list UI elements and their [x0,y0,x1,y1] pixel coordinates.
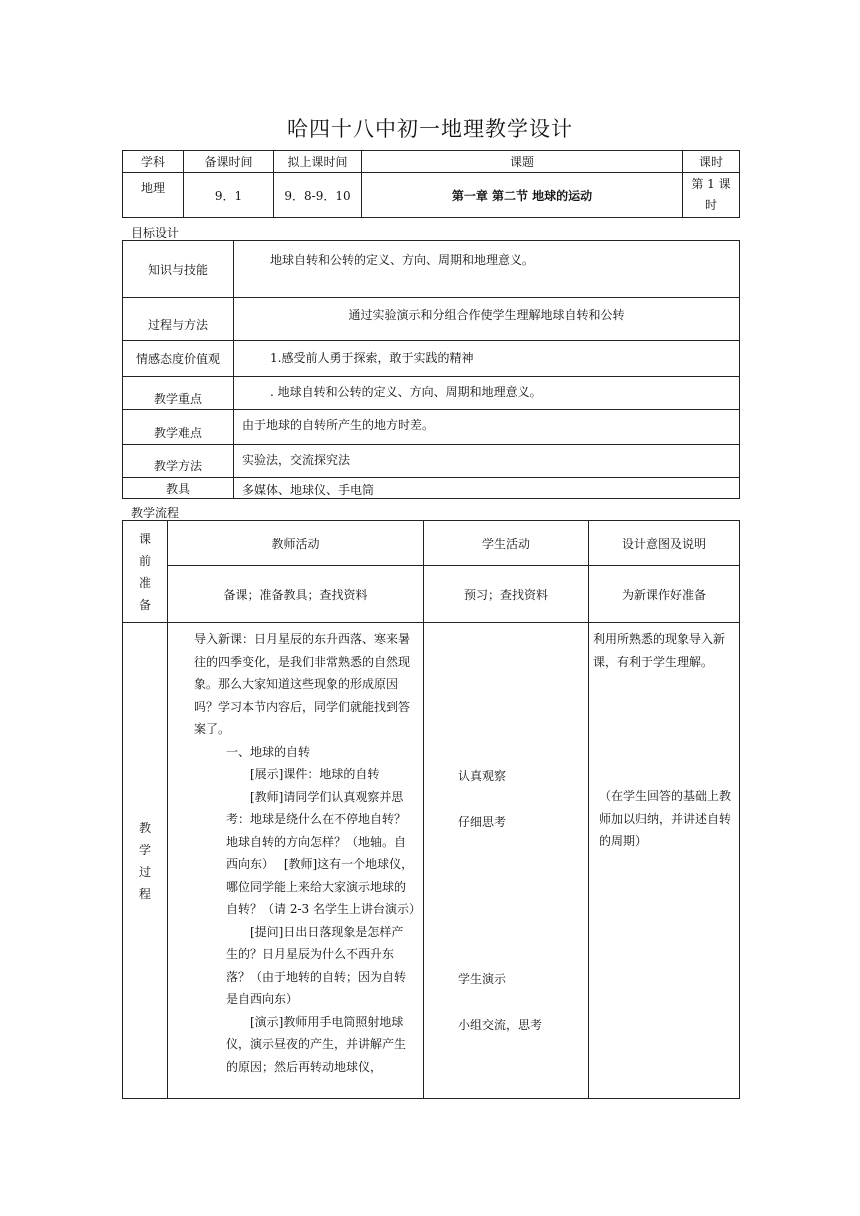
goal-label: 教学重点 [123,377,234,410]
prep-time-cell: 9．1 [184,173,274,218]
teacher-header: 教师活动 [168,521,424,566]
goal-value: 多媒体、地球仪、手电筒 [234,478,740,499]
header-cell: 课时 [683,151,740,173]
teacher-step: [展示]课件：地球的自转 [250,767,380,781]
prep-teacher-cell: 备课；准备教具；查找资料 [168,566,424,623]
goal-label: 教学方法 [123,445,234,478]
intro-paragraph: 导入新课：日月星辰的东升西落、寒来暑往的四季变化，是我们非常熟悉的自然现象。那么大家知道这些现象的形成原因吗？学习本节内容后，同学们就能找到答案了。 [194,632,411,736]
goal-value: 1.感受前人勇于探索，敢于实践的精神 [234,341,740,377]
intent-note: 利用所熟悉的现象导入新课，有利于学生理解。 [593,632,726,669]
student-step: 小组交流，思考 [458,1018,543,1032]
intent-cell [589,623,740,1099]
header-cell: 备课时间 [184,151,274,173]
student-header: 学生活动 [424,521,589,566]
goal-caption: 目标设计 [131,226,180,240]
teacher-step: [演示]教师用手电筒照射地球仪，演示昼夜的产生，并讲解产生的原因；然后再转动地球仪， [226,1014,407,1074]
subject-cell: 地理 [123,173,184,218]
goal-value: 由于地球的自转所产生的地方时差。 [234,410,740,445]
header-cell: 学科 [123,151,184,173]
student-activity-cell [424,623,589,1099]
header-table [122,150,740,218]
flow-table [122,520,740,1099]
period-cell: 第 1 课时 [683,173,740,218]
student-step: 仔细思考 [458,815,507,829]
goal-label: 知识与技能 [123,241,234,298]
process-label-cell: 教 学 过 程 [123,623,168,1099]
intent-note: （在学生回答的基础上教师加以归纳，并讲述自转的周期） [599,789,732,848]
goal-value: . 地球自转和公转的定义、方向、周期和地理意义。 [234,377,740,410]
prep-intent-cell: 为新课作好准备 [589,566,740,623]
flow-caption: 教学流程 [131,506,180,520]
goal-label: 情感态度价值观 [123,341,234,377]
goal-label: 教学难点 [123,410,234,445]
goal-value: 通过实验演示和分组合作使学生理解地球自转和公转 [234,298,740,341]
teacher-activity-cell [168,623,424,1099]
teacher-step: [提问]日出日落现象是怎样产生的？日月星辰为什么不西升东落？（由于地转的自转；因为自转是自西向东） [226,924,407,1006]
prep-label-cell: 课 前 准 备 [123,521,168,623]
student-step: 学生演示 [458,972,507,986]
prep-student-cell: 预习；查找资料 [424,566,589,623]
student-step: 认真观察 [458,769,507,783]
topic-cell: 第一章 第二节 地球的运动 [362,173,683,218]
header-cell: 课题 [362,151,683,173]
class-time-cell: 9．8-9．10 [274,173,362,218]
goal-value: 地球自转和公转的定义、方向、周期和地理意义。 [234,241,740,298]
intent-header: 设计意图及说明 [589,521,740,566]
section-heading: 一、地球的自转 [226,744,311,759]
goal-label: 过程与方法 [123,298,234,341]
page-title: 哈四十八中初一地理教学设计 [287,117,573,141]
goal-label: 教具 [123,478,234,499]
header-cell: 拟上课时间 [274,151,362,173]
teacher-step: [教师]请同学们认真观察并思考：地球是绕什么在不停地自转？地球自转的方向怎样？（地轴。自西向东） [教师]这有一个地球仪，哪位同学能上来给大家演示地球的自转？（请 2-3 名学生上讲台演示） [226,789,421,916]
goal-table [122,240,740,499]
goal-value: 实验法，交流探究法 [234,445,740,478]
